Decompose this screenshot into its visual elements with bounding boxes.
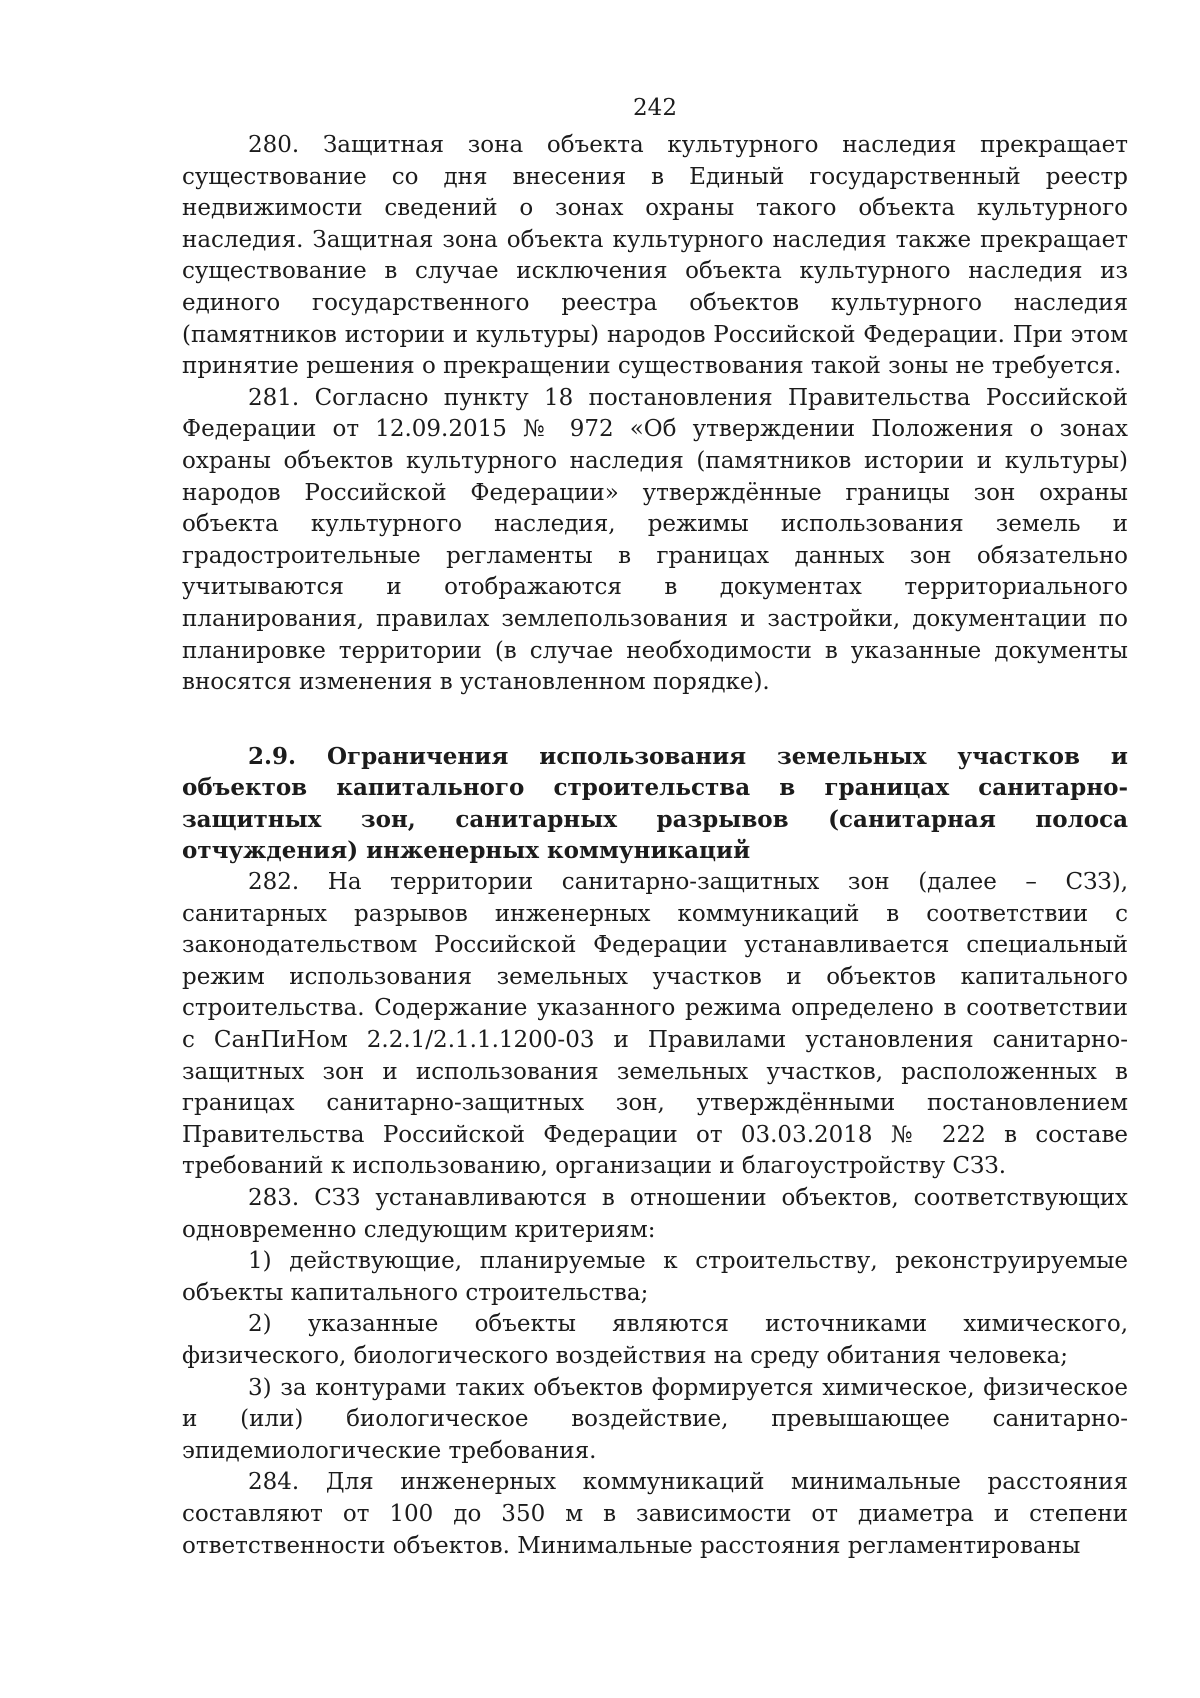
list-item xyxy=(182,1246,1128,1309)
paragraph-281 xyxy=(182,383,1128,699)
paragraph-text: СЗЗ устанавливаются в отношении объектов, соответствующих одновременно следующим критериям: xyxy=(182,1185,1129,1243)
paragraph-text: Защитная зона объекта культурного наследия прекращает существование со дня внесения в Единый государственный реестр недвижимости сведений о зонах охраны такого объекта культурного наследия. Защитная зона объекта культурного наследия также прекращает существование в случае исключения объекта культурного наследия из единого государственного реестра объектов культурного наследия (памятников истории и культуры) народов Российской Федерации. При этом принятие решения о прекращении существования такой зоны не требуется. xyxy=(182,132,1129,380)
list-marker: 2) xyxy=(248,1311,272,1338)
paragraph-text: Согласно пункту 18 постановления Правительства Российской Федерации от 12.09.2015 № 972 «Об утверждении Положения о зонах охраны объектов культурного наследия (памятников истории и культуры) народов Российской Федерации» утверждённые границы зон охраны объекта культурного наследия, режимы использования земель и градостроительные регламенты в границах данных зон обязательно учитываются и отображаются в документах территориального планирования, правилах землепользования и застройки, документации по планировке территории (в случае необходимости в указанные документы вносятся изменения в установленном порядке). xyxy=(182,384,1129,696)
paragraph-number: 283. xyxy=(248,1185,300,1211)
paragraph-283 xyxy=(182,1183,1128,1246)
list-item-text: за контурами таких объектов формируется химическое, физическое и (или) биологическое воздействие, превышающее санитарно-эпидемиологические требования. xyxy=(182,1374,1128,1464)
list-item xyxy=(182,1309,1128,1372)
page-number: 242 xyxy=(633,95,677,121)
paragraph-number: 282. xyxy=(248,869,300,896)
list-item-text: действующие, планируемые к строительству, реконструируемые объекты капитального строительства; xyxy=(182,1248,1129,1306)
paragraph-text: Для инженерных коммуникаций минимальные расстояния составляют от 100 до 350 м в зависимости от диаметра и степени ответственности объектов. Минимальные расстояния регламентированы xyxy=(182,1469,1129,1559)
list-item xyxy=(182,1373,1128,1468)
paragraph-284 xyxy=(182,1467,1128,1562)
list-item-text: указанные объекты являются источниками химического, физического, биологического воздействия на среду обитания человека; xyxy=(182,1311,1129,1369)
section-heading: 2.9. Ограничения использования земельных участков и объектов капитального строительства в границах санитарно-защитных зон, санитарных разрывов (санитарная полоса отчуждения) инженерных коммуникаций xyxy=(182,742,1128,865)
list-marker: 3) xyxy=(248,1374,272,1401)
paragraph-282 xyxy=(182,867,1128,1183)
list-marker: 1) xyxy=(248,1248,272,1275)
paragraph-number: 280. xyxy=(248,132,300,158)
paragraph-280 xyxy=(182,130,1128,383)
paragraph-number: 281. xyxy=(248,384,300,411)
document-page xyxy=(182,92,1128,1662)
paragraph-number: 284. xyxy=(248,1469,300,1496)
paragraph-text: На территории санитарно-защитных зон (далее – СЗЗ), санитарных разрывов инженерных коммуникаций в соответствии с законодательством Российской Федерации устанавливается специальный режим использования земельных участков и объектов капитального строительства. Содержание указанного режима определено в соответствии с СанПиНом 2.2.1/2.1.1.1200-03 и Правилами установления санитарно-защитных зон и использования земельных участков, расположенных в границах санитарно-защитных зон, утверждёнными постановлением Правительства Российской Федерации от 03.03.2018 № 222 в составе требований к использованию, организации и благоустройству СЗЗ. xyxy=(182,869,1129,1180)
